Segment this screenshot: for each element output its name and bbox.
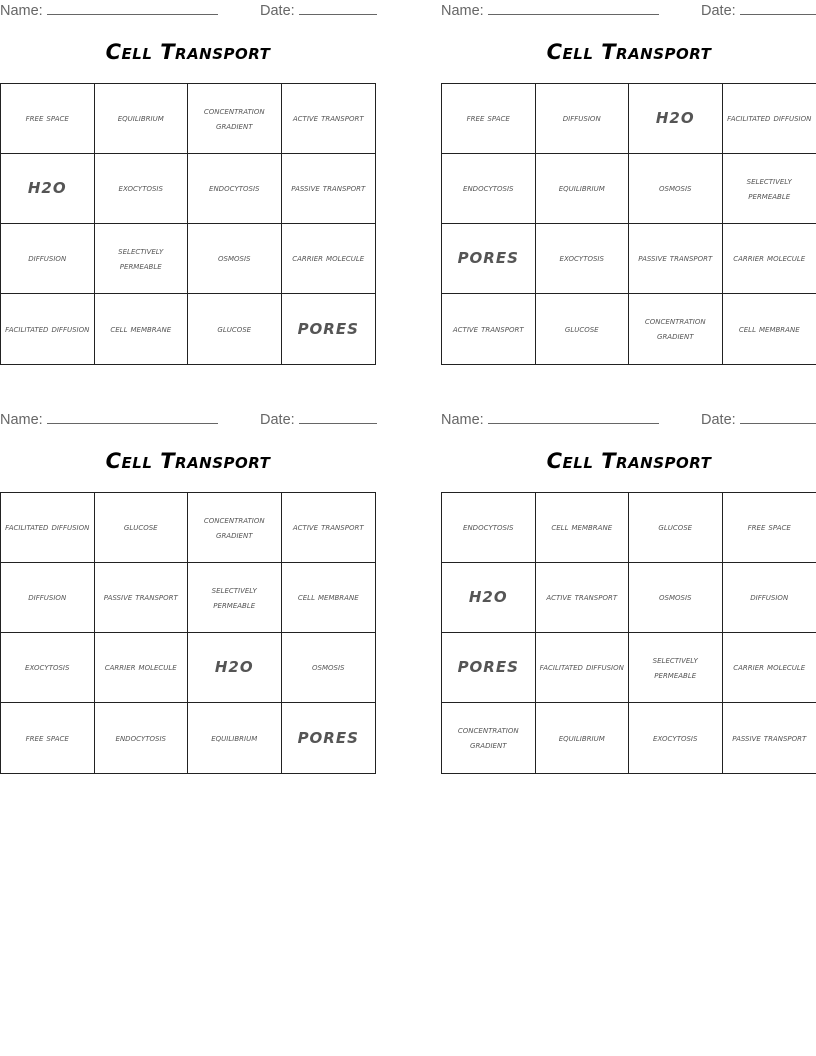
bingo-cell: active transport [536,563,630,633]
name-field [0,411,218,428]
bingo-grid [441,83,816,365]
bingo-cell: endocytosis [442,493,536,563]
card-title: Cell Transport [546,40,712,64]
bingo-cell: H2O [629,84,723,154]
bingo-grid [0,83,376,365]
card-title: Cell Transport [546,449,712,473]
bingo-cell: selectively permeable [629,633,723,703]
bingo-cell: selectively permeable [95,224,189,294]
bingo-cell: carrier molecule [723,224,816,294]
bingo-cell: cell membrane [536,493,630,563]
bingo-cell: selectively permeable [188,563,282,633]
name-label: Name: [441,3,484,19]
date-label: Date: [260,412,295,428]
bingo-cell: osmosis [629,563,723,633]
bingo-cell: active transport [282,84,376,154]
bingo-cell: diffusion [1,224,95,294]
bingo-cell: PORES [442,633,536,703]
bingo-cell: equilibrium [188,703,282,773]
bingo-cell: cell membrane [738,323,800,335]
name-label: Name: [0,412,43,428]
bingo-grid [0,492,376,774]
bingo-cell: facilitated diffusion [1,493,95,563]
bingo-cell: diffusion [723,563,816,633]
bingo-cell: free space [723,493,816,563]
name-blank-line [488,2,659,15]
name-date-row [0,0,376,22]
bingo-cell: diffusion [536,84,630,154]
bingo-cell: equilibrium [536,703,630,773]
bingo-cell: concentration gradient [442,703,536,773]
bingo-cell: glucose [95,493,189,563]
name-blank-line [47,411,218,424]
name-date-row [0,409,376,431]
bingo-cell: endocytosis [442,154,536,224]
bingo-cell: exocytosis [629,703,723,773]
bingo-cell: glucose [629,493,723,563]
date-blank-line [299,411,377,424]
bingo-cell: carrier molecule [723,633,816,703]
bingo-cell: H2O [1,154,95,224]
bingo-cell: PORES [442,224,536,294]
bingo-cell: diffusion [1,563,95,633]
date-label: Date: [701,3,736,19]
bingo-cell: cell membrane [282,563,376,633]
bingo-cell: carrier molecule [95,633,189,703]
bingo-cell: concentration gradient [188,84,282,154]
bingo-cell: facilitated diffusion [536,633,630,703]
bingo-cell: osmosis [282,633,376,703]
bingo-cell: equilibrium [95,84,189,154]
date-label: Date: [701,412,736,428]
card-title: Cell Transport [105,40,271,64]
name-date-row [441,0,816,22]
name-date-row [441,409,816,431]
bingo-grid [441,492,816,774]
name-blank-line [488,411,659,424]
bingo-cell: passive transport [732,732,807,744]
date-blank-line [740,411,816,424]
bingo-cell: exocytosis [95,154,189,224]
bingo-cell: free space [1,703,95,773]
name-field [0,2,218,19]
bingo-card [441,0,816,375]
bingo-cell: carrier molecule [282,224,376,294]
date-field [701,2,816,19]
bingo-cell: H2O [188,633,282,703]
bingo-cell: glucose [188,294,282,364]
name-field [441,411,659,428]
bingo-cell: passive transport [629,224,723,294]
date-field [260,2,377,19]
bingo-cell: concentration gradient [188,493,282,563]
bingo-cell: passive transport [282,154,376,224]
bingo-cell: facilitated diffusion [723,84,816,154]
date-blank-line [299,2,377,15]
bingo-cell: concentration gradient [629,294,723,364]
bingo-cell: H2O [442,563,536,633]
name-label: Name: [441,412,484,428]
date-field [260,411,377,428]
name-field [441,2,659,19]
name-label: Name: [0,3,43,19]
bingo-cell: passive transport [95,563,189,633]
bingo-cell: exocytosis [536,224,630,294]
date-blank-line [740,2,816,15]
bingo-cell: free space [1,84,95,154]
date-field [701,411,816,428]
bingo-cell: selectively permeable [723,154,816,224]
bingo-cell: osmosis [188,224,282,294]
bingo-cell: exocytosis [1,633,95,703]
bingo-cell: PORES [297,319,359,338]
bingo-cell: endocytosis [188,154,282,224]
bingo-cell: glucose [536,294,630,364]
bingo-card [0,0,376,375]
bingo-cell: active transport [442,294,536,364]
bingo-cell: osmosis [629,154,723,224]
bingo-cell: endocytosis [95,703,189,773]
card-title: Cell Transport [105,449,271,473]
bingo-cell: cell membrane [95,294,189,364]
bingo-card [441,409,816,784]
bingo-card [0,409,376,784]
date-label: Date: [260,3,295,19]
bingo-cell: facilitated diffusion [1,294,95,364]
name-blank-line [47,2,218,15]
bingo-cell: equilibrium [536,154,630,224]
bingo-cell: free space [442,84,536,154]
bingo-cell: PORES [297,728,359,747]
bingo-cell: active transport [282,493,376,563]
